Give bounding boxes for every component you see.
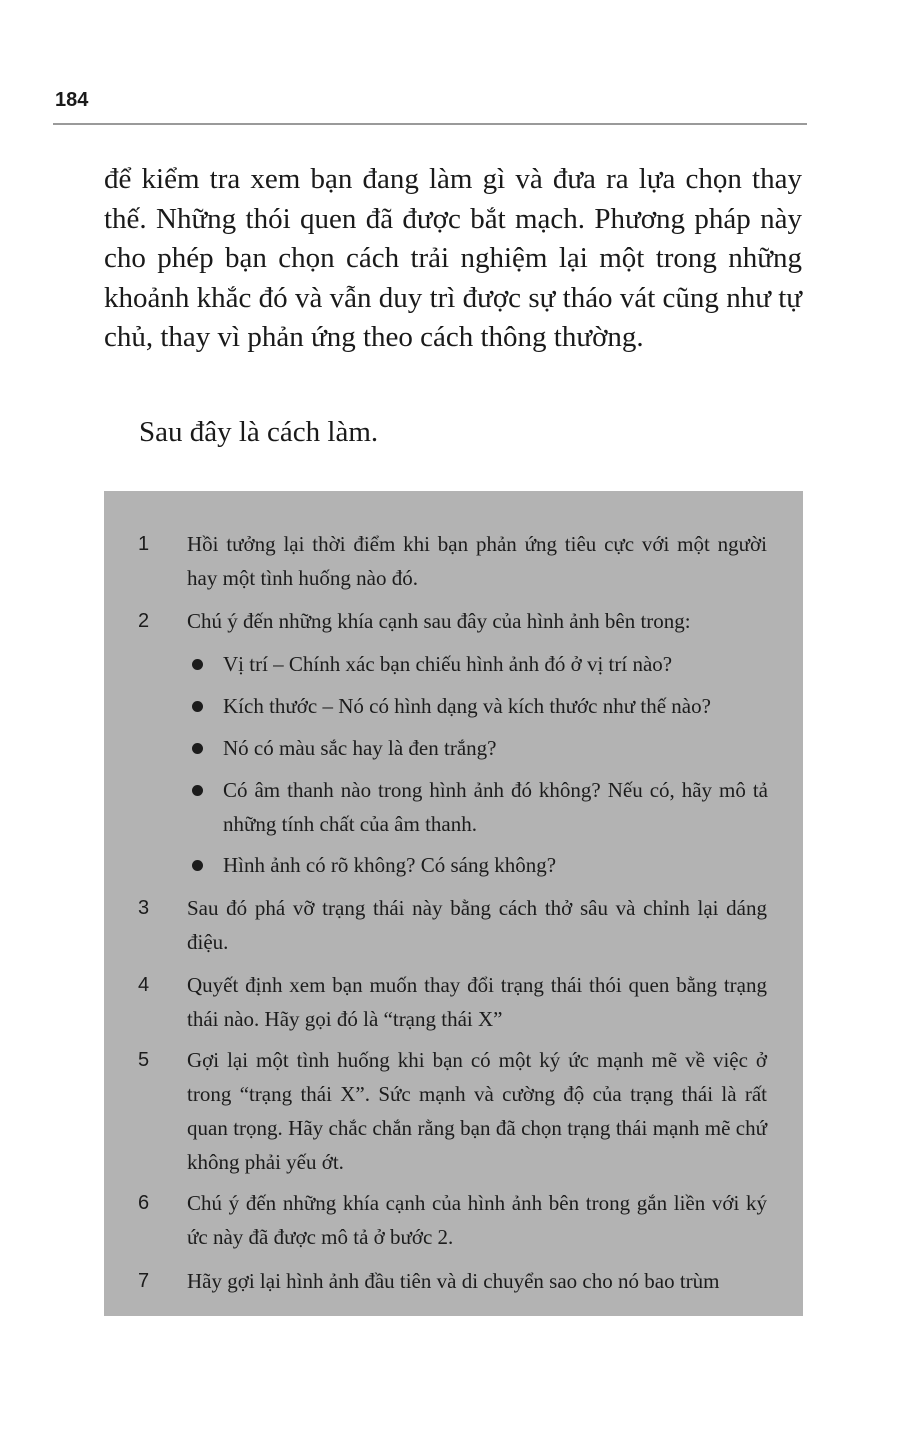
bullet-icon bbox=[192, 659, 203, 670]
step-number: 4 bbox=[138, 974, 150, 996]
bullet-text: Vị trí – Chính xác bạn chiếu hình ảnh đó ở vị trí nào? bbox=[223, 652, 673, 676]
header-rule bbox=[53, 123, 807, 125]
body-paragraph: để kiểm tra xem bạn đang làm gì và đưa ra lựa chọn thay thế. Những thói quen đã được bắt mạch. Phương pháp này cho phép bạn chọn cách trải nghiệm lại một trong những khoảnh khắc đó và vẫn duy trì được sự tháo vát cũng như tự chủ, thay vì phản ứng theo cách thông thường. bbox=[104, 163, 802, 353]
exercise-box bbox=[104, 491, 803, 1316]
step-text: Chú ý đến những khía cạnh sau đây của hình ảnh bên trong: bbox=[187, 609, 691, 633]
page-number: 184 bbox=[55, 89, 89, 111]
step-text: Hãy gợi lại hình ảnh đầu tiên và di chuyển sao cho nó bao trùm bbox=[187, 1269, 720, 1293]
step-text: Quyết định xem bạn muốn thay đổi trạng thái thói quen bằng trạng thái nào. Hãy gọi đó là “trạng thái X” bbox=[187, 973, 767, 1031]
bullet-text: Kích thước – Nó có hình dạng và kích thước như thế nào? bbox=[223, 694, 711, 718]
step-number: 3 bbox=[138, 897, 150, 919]
step-number: 7 bbox=[138, 1270, 150, 1292]
bullet-icon bbox=[192, 701, 203, 712]
bullet-text: Hình ảnh có rõ không? Có sáng không? bbox=[223, 853, 557, 877]
intro-line: Sau đây là cách làm. bbox=[139, 416, 379, 448]
bullet-text: Nó có màu sắc hay là đen trắng? bbox=[223, 736, 497, 760]
bullet-icon bbox=[192, 743, 203, 754]
bullet-icon bbox=[192, 785, 203, 796]
step-number: 2 bbox=[138, 610, 150, 632]
step-text: Hồi tưởng lại thời điểm khi bạn phản ứng tiêu cực với một người hay một tình huống nào đó. bbox=[187, 532, 767, 590]
step-text: Sau đó phá vỡ trạng thái này bằng cách thở sâu và chỉnh lại dáng điệu. bbox=[187, 896, 767, 954]
step-number: 6 bbox=[138, 1192, 150, 1214]
step-number: 1 bbox=[138, 533, 150, 555]
bullet-text: Có âm thanh nào trong hình ảnh đó không? Nếu có, hãy mô tả những tính chất của âm thanh. bbox=[223, 778, 768, 836]
step-text: Gợi lại một tình huống khi bạn có một ký ức mạnh mẽ về việc ở trong “trạng thái X”. Sức mạnh và cường độ của trạng thái là rất quan trọng. Hãy chắc chắn rằng bạn đã chọn trạng thái mạnh mẽ chứ không phải yếu ớt. bbox=[187, 1048, 767, 1174]
bullet-icon bbox=[192, 860, 203, 871]
step-number: 5 bbox=[138, 1049, 150, 1071]
step-text: Chú ý đến những khía cạnh của hình ảnh bên trong gắn liền với ký ức này đã được mô tả ở bước 2. bbox=[187, 1191, 767, 1249]
